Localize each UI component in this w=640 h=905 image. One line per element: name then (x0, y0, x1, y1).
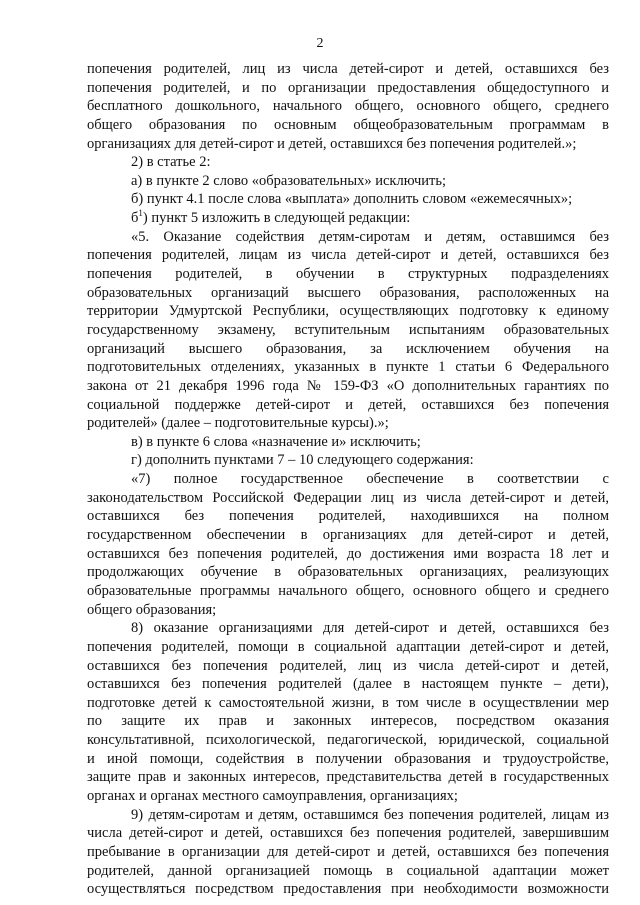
text-line-content: образовательные программы начального общего, основного общего и среднего (87, 582, 609, 599)
text-line (87, 265, 609, 284)
text-line-content: оставшихся без попечения родителей, находившихся на полном (87, 508, 609, 525)
text-line-content: по защите их прав и законных интересов, посредством оказания (87, 713, 609, 730)
text-line-content: а) в пункте 2 слово «образовательных» исключить; (131, 172, 447, 189)
text-line (87, 321, 609, 340)
text-line-content: защите прав и законных интересов, представительства детей в государственных (87, 769, 609, 786)
text-line (87, 153, 609, 172)
text-line-content: б) пункт 4.1 после слова «выплата» дополнить словом «ежемесячных»; (131, 191, 573, 208)
text-line (87, 657, 609, 676)
text-line-content: социальной поддержке детей-сирот и детей, оставшихся без попечения (87, 396, 609, 413)
text-line-content: родителей» (далее – подготовительные курсы).»; (87, 415, 389, 432)
text-line-content: «7) полное государственное обеспечение в соответствии с (131, 471, 609, 488)
text-line (87, 787, 609, 806)
text-line-content: оставшихся без попечения родителей, до достижения ими возраста 18 лет и (87, 545, 609, 562)
text-line-content: оставшихся без попечения родителей (далее в настоящем пункте – дети), (87, 676, 609, 693)
text-line-content: г) дополнить пунктами 7 – 10 следующего содержания: (131, 452, 474, 469)
text-line-content: в) в пункте 6 слова «назначение и» исключить; (131, 433, 421, 450)
text-line-content: законодательством Российской Федерации лиц из числа детей-сирот и детей, (87, 489, 609, 506)
text-line (87, 750, 609, 769)
text-line (87, 806, 609, 825)
text-line-content: попечения родителей, лиц из числа детей-сирот и детей, оставшихся без (87, 61, 609, 77)
text-line-content: образовательных организаций высшего образования, расположенных на (87, 284, 609, 301)
text-line-content: подготовке детей к самостоятельной жизни, в том числе в осуществлении мер (87, 694, 609, 711)
text-line-content: государственному экзамену, вступительным испытаниям образовательных (87, 321, 609, 338)
superscript: 1 (138, 208, 143, 219)
text-line (87, 97, 609, 116)
text-line-content: оставшихся без попечения родителей, лиц из числа детей-сирот и детей, (87, 657, 609, 674)
text-line (87, 246, 609, 265)
text-line (87, 396, 609, 415)
text-line-content: числа детей-сирот и детей, оставшихся без попечения родителей, завершившим (87, 825, 609, 842)
text-line-content: попечения родителей, и по организации предоставления общедоступного и (87, 79, 609, 96)
text-line-content: б (131, 210, 139, 227)
text-line (87, 880, 609, 899)
text-line (87, 284, 609, 303)
text-line-content: государственном обеспечении в организациях для детей-сирот и детей, (87, 527, 609, 544)
text-line (87, 470, 609, 489)
text-line (87, 619, 609, 638)
text-line (87, 731, 609, 750)
text-line-content: организаций высшего образования, за исключением обучения на (87, 340, 609, 357)
text-line-continuation: ) пункт 5 изложить в следующей редакции: (142, 210, 411, 227)
text-line (87, 712, 609, 731)
text-line (87, 433, 609, 452)
text-line (87, 79, 609, 98)
text-line (87, 675, 609, 694)
text-line (87, 507, 609, 526)
text-line (87, 190, 609, 209)
text-line-content: попечения родителей, помощи в социальной адаптации детей-сирот и детей, (87, 638, 609, 655)
text-line (87, 638, 609, 657)
text-line (87, 414, 609, 433)
text-line (87, 135, 609, 154)
text-line-content: организациях для детей-сирот и детей, оставшихся без попечения родителей.»; (87, 135, 577, 152)
text-line-content: консультативной, психологической, педагогической, юридической, социальной (87, 732, 609, 749)
text-line-content: 9) детям-сиротам и детям, оставшимся без попечения родителей, лицам из (131, 806, 609, 823)
text-line-content: попечения родителей, в обучении в структурных подразделениях (87, 266, 609, 283)
text-line-content: общего образования; (87, 601, 217, 618)
text-line-content: осуществляться посредством предоставления при необходимости возможности (87, 881, 609, 898)
text-line-content: родителей, данной организацией помощь в социальной адаптации может (87, 862, 609, 879)
text-line (87, 358, 609, 377)
text-line (87, 694, 609, 713)
text-line-content: закона от 21 декабря 1996 года № 159-ФЗ «О дополнительных гарантиях по (87, 377, 609, 394)
text-line (87, 209, 609, 228)
text-line-content: территории Удмуртской Республики, осуществляющих подготовку к единому (87, 303, 609, 320)
text-line (87, 824, 609, 843)
text-line (87, 862, 609, 881)
text-line (87, 116, 609, 135)
page-number: 2 (316, 36, 324, 51)
text-line (87, 302, 609, 321)
text-line (87, 768, 609, 787)
document-text (87, 60, 609, 899)
text-line-content: общего образования по основным общеобразовательным программам в (87, 116, 609, 133)
text-line (87, 489, 609, 508)
text-line (87, 563, 609, 582)
text-line (87, 545, 609, 564)
text-line (87, 60, 609, 79)
text-line-content: и иной помощи, содействия в получении образования и трудоустройстве, (87, 750, 609, 767)
text-line-content: органах и органах местного самоуправления, организациях; (87, 787, 458, 804)
text-line (87, 601, 609, 620)
text-line-content: 8) оказание организациями для детей-сирот и детей, оставшихся без (131, 620, 609, 637)
text-line (87, 172, 609, 191)
text-line (87, 377, 609, 396)
text-line-content: «5. Оказание содействия детям-сиротам и детям, оставшимся без (131, 228, 609, 245)
text-line (87, 340, 609, 359)
text-line-content: попечения родителей, лицам из числа детей-сирот и детей, оставшихся без (87, 247, 609, 264)
text-line-content: пребывание в организации для детей-сирот и детей, оставшихся без попечения (87, 843, 609, 860)
text-line-content: подготовительных отделениях, указанных в пункте 1 статьи 6 Федерального (87, 359, 609, 376)
text-line-content: продолжающих обучение в образовательных организациях, реализующих (87, 564, 609, 581)
text-line-content: бесплатного дошкольного, начального общего, основного общего, среднего (87, 98, 609, 115)
text-line-content: 2) в статье 2: (131, 154, 211, 171)
text-line (87, 582, 609, 601)
text-line (87, 451, 609, 470)
text-line (87, 843, 609, 862)
text-line (87, 228, 609, 247)
text-line (87, 526, 609, 545)
